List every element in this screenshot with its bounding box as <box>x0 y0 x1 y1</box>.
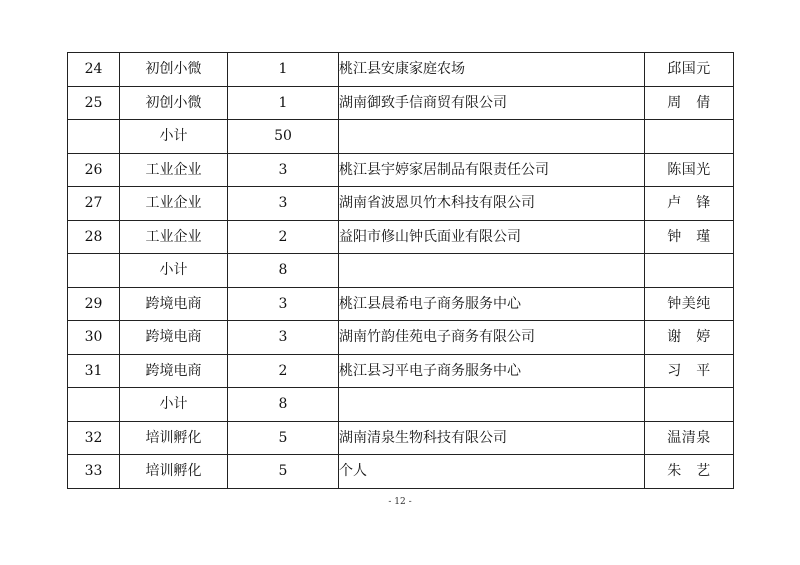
category-cell: 初创小微 <box>120 86 228 120</box>
count-cell: 3 <box>228 153 339 187</box>
category-cell: 小计 <box>120 388 228 422</box>
category-cell: 小计 <box>120 120 228 154</box>
organization-cell: 个人 <box>339 455 645 489</box>
contact-person-cell: 钟美纯 <box>645 287 734 321</box>
category-cell: 跨境电商 <box>120 287 228 321</box>
table-row <box>68 220 734 254</box>
table-row <box>68 153 734 187</box>
count-cell: 50 <box>228 120 339 154</box>
contact-person-cell <box>645 388 734 422</box>
contact-person-cell: 温清泉 <box>645 421 734 455</box>
table-row <box>68 455 734 489</box>
subtotal-row <box>68 388 734 422</box>
table-row <box>68 287 734 321</box>
contact-person-cell <box>645 254 734 288</box>
table-row <box>68 86 734 120</box>
count-cell: 2 <box>228 220 339 254</box>
organization-cell <box>339 254 645 288</box>
organization-cell: 湖南竹韵佳苑电子商务有限公司 <box>339 321 645 355</box>
count-cell: 5 <box>228 455 339 489</box>
row-number-cell: 31 <box>68 354 120 388</box>
row-number-cell <box>68 388 120 422</box>
table-row <box>68 187 734 221</box>
roster-table <box>67 52 734 489</box>
table-body <box>68 53 734 489</box>
count-cell: 3 <box>228 287 339 321</box>
organization-cell: 湖南省波恩贝竹木科技有限公司 <box>339 187 645 221</box>
contact-person-cell: 邱国元 <box>645 53 734 87</box>
row-number-cell: 29 <box>68 287 120 321</box>
row-number-cell: 24 <box>68 53 120 87</box>
category-cell: 跨境电商 <box>120 321 228 355</box>
row-number-cell <box>68 254 120 288</box>
organization-cell: 湖南清泉生物科技有限公司 <box>339 421 645 455</box>
organization-cell: 益阳市修山钟氏面业有限公司 <box>339 220 645 254</box>
row-number-cell: 32 <box>68 421 120 455</box>
contact-person-cell: 习 平 <box>645 354 734 388</box>
row-number-cell: 28 <box>68 220 120 254</box>
contact-person-cell: 卢 锋 <box>645 187 734 221</box>
count-cell: 3 <box>228 321 339 355</box>
table-row <box>68 321 734 355</box>
table-row <box>68 421 734 455</box>
contact-person-cell <box>645 120 734 154</box>
subtotal-row <box>68 120 734 154</box>
contact-person-cell: 朱 艺 <box>645 455 734 489</box>
count-cell: 2 <box>228 354 339 388</box>
row-number-cell: 26 <box>68 153 120 187</box>
row-number-cell: 33 <box>68 455 120 489</box>
row-number-cell: 27 <box>68 187 120 221</box>
count-cell: 8 <box>228 388 339 422</box>
row-number-cell <box>68 120 120 154</box>
contact-person-cell: 谢 婷 <box>645 321 734 355</box>
category-cell: 培训孵化 <box>120 455 228 489</box>
category-cell: 初创小微 <box>120 53 228 87</box>
category-cell: 工业企业 <box>120 220 228 254</box>
row-number-cell: 30 <box>68 321 120 355</box>
category-cell: 小计 <box>120 254 228 288</box>
row-number-cell: 25 <box>68 86 120 120</box>
count-cell: 5 <box>228 421 339 455</box>
category-cell: 工业企业 <box>120 153 228 187</box>
category-cell: 工业企业 <box>120 187 228 221</box>
category-cell: 培训孵化 <box>120 421 228 455</box>
page-number: - 12 - <box>388 497 412 507</box>
organization-cell: 桃江县习平电子商务服务中心 <box>339 354 645 388</box>
table-row <box>68 53 734 87</box>
contact-person-cell: 陈国光 <box>645 153 734 187</box>
organization-cell: 湖南御致手信商贸有限公司 <box>339 86 645 120</box>
contact-person-cell: 钟 瑾 <box>645 220 734 254</box>
category-cell: 跨境电商 <box>120 354 228 388</box>
count-cell: 1 <box>228 53 339 87</box>
count-cell: 8 <box>228 254 339 288</box>
subtotal-row <box>68 254 734 288</box>
organization-cell: 桃江县晨希电子商务服务中心 <box>339 287 645 321</box>
organization-cell: 桃江县安康家庭农场 <box>339 53 645 87</box>
organization-cell <box>339 388 645 422</box>
count-cell: 3 <box>228 187 339 221</box>
count-cell: 1 <box>228 86 339 120</box>
organization-cell: 桃江县宇婷家居制品有限责任公司 <box>339 153 645 187</box>
contact-person-cell: 周 倩 <box>645 86 734 120</box>
table-row <box>68 354 734 388</box>
organization-cell <box>339 120 645 154</box>
